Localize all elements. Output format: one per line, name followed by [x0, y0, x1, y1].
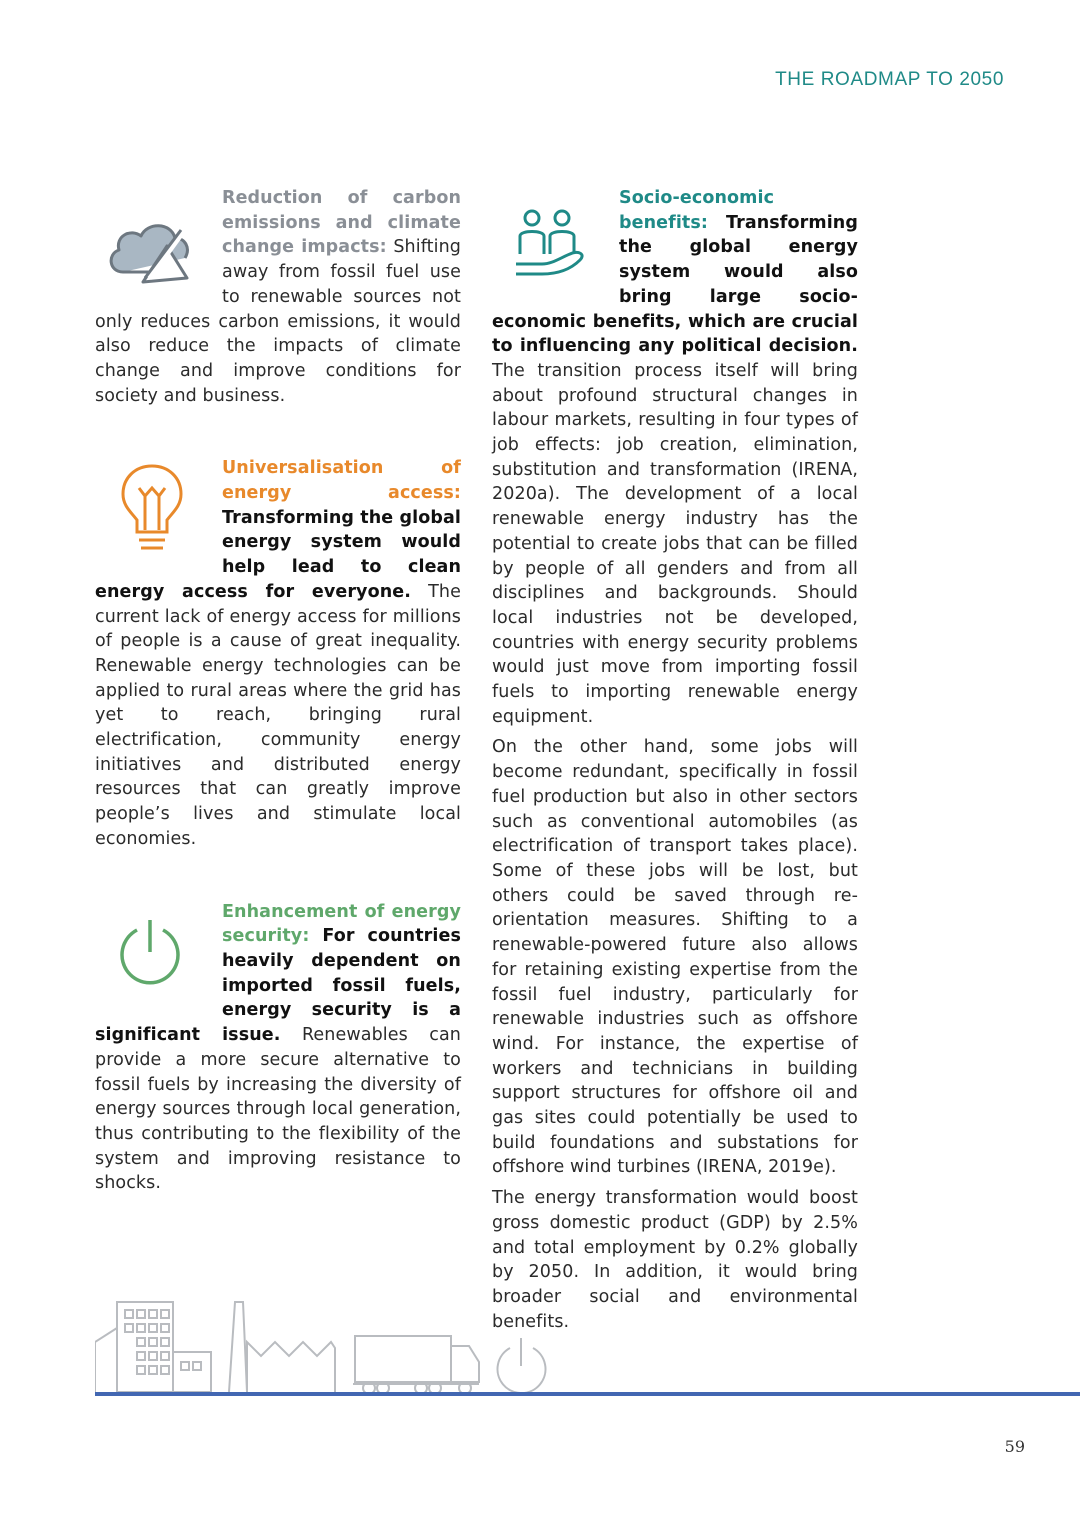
- access-heading: Universalisation of energy access:: [222, 458, 461, 504]
- socio-heading: Socio-economic benefits:: [619, 188, 775, 233]
- security-bold: For countries heavily dependent on imported fossil fuels, energy security is a significant issue.: [95, 926, 461, 1046]
- security-heading: Enhancement of energy security:: [222, 901, 461, 947]
- socio-body: The transition process itself will bring about profound structural changes in labour markets, resulting in four types of job effects: job creation, elimination, substitution and transformation (IRENA, 2020a). The development of a local renewable energy industry has the potential to create jobs that can be filled by people of all genders and from all disciplines and backgrounds. Should local industries not be developed, countries with energy security problems would just move from importing fossil fuels to importing renewable energy equipment.: [492, 360, 858, 727]
- access-body: The current lack of energy access for millions of people is a cause of great inequality. Renewable energy technologies can be applied to rural areas where the grid has yet to reach, bringing rural electrification, community energy initiatives and distributed energy resources that can greatly improve people’s lives and stimulate local economies.: [95, 581, 461, 849]
- security-body: Renewables can provide a more secure alternative to fossil fuels by increasing the diversity of energy sources through local generation, thus contributing to the flexibility of the system and improving resistance to shocks.: [95, 1025, 462, 1194]
- running-header: THE ROADMAP TO 2050: [775, 69, 1004, 90]
- section-security: [95, 900, 461, 1196]
- paragraph-gdp: The energy transformation would boost gross domestic product (GDP) by 2.5% and total employment by 0.2% globally by 2050. In addition, it would bring broader social and environmental benefits.: [492, 1188, 858, 1332]
- access-bold: Transforming the global energy system would help lead to clean energy access for everyone.: [95, 507, 461, 602]
- right-column: [492, 186, 858, 1340]
- people-hand-icon: [492, 186, 619, 308]
- industry-illustration: [95, 1296, 555, 1400]
- carbon-heading: Reduction of carbon emissions and climate change impacts:: [222, 188, 461, 258]
- cloud-icon: [95, 186, 222, 308]
- paragraph-jobs: On the other hand, some jobs will become redundant, specifically in fossil fuel production but also in other sectors such as conventional automobiles (as electrification of transport takes place). Some of these jobs will be lost, but others could be saved through re-orientation measures. Shifting to a renewable-powered future also allows for retaining existing expertise from the fossil fuel industry, particularly for renewable industries such as offshore wind. For instance, the expertise of workers and technicians in building support structures for offshore oil and gas sites could potentially be used to build foundations and substations for offshore wind turbines (IRENA, 2019e).: [492, 737, 858, 1178]
- building-windows: [125, 1310, 169, 1374]
- left-column: [95, 186, 461, 1220]
- socio-bold: Transforming the global energy system would also bring large socio-economic benefits, which are crucial to influencing any political decision.: [492, 212, 858, 357]
- footer-rule: [95, 1392, 1080, 1396]
- section-access: [95, 456, 461, 851]
- section-socio: [492, 186, 858, 729]
- lightbulb-icon: [95, 456, 222, 578]
- page-number: 59: [1004, 1437, 1025, 1456]
- section-carbon: [95, 186, 461, 408]
- power-icon: [95, 900, 222, 1022]
- carbon-body: Shifting away from fossil fuel use to renewable sources not only reduces carbon emissions, it would also reduce the impacts of climate change and improve conditions for society and business.: [95, 237, 461, 406]
